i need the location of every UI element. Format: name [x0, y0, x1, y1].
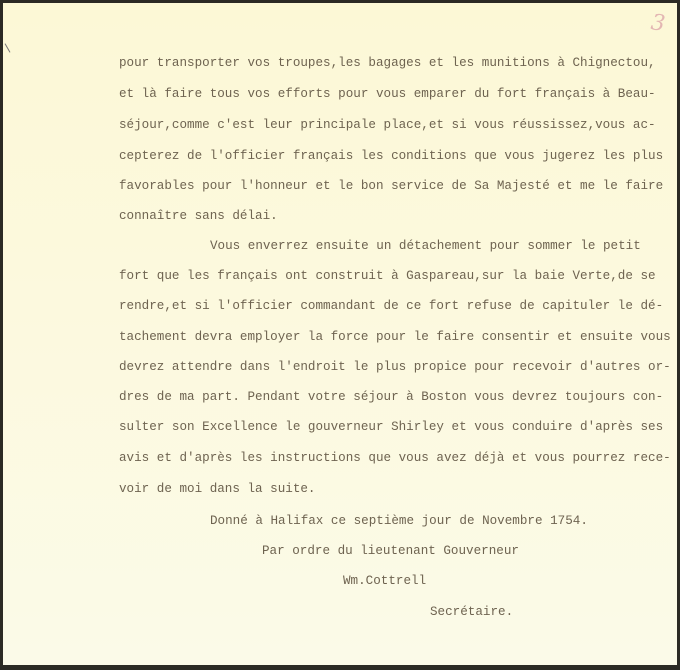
text-line: avis et d'après les instructions que vous avez déjà et vous pourrez rece- [119, 451, 671, 465]
signature: Wm.Cottrell [343, 574, 427, 588]
text-line: dres de ma part. Pendant votre séjour à Boston vous devrez toujours con- [119, 390, 664, 404]
text-line: connaître sans délai. [119, 209, 278, 223]
signatory-title: Secrétaire. [430, 605, 514, 619]
text-line: et là faire tous vos efforts pour vous emparer du fort français à Beau- [119, 87, 656, 101]
text-line: cepterez de l'officier français les conditions que vous jugerez les plus [119, 149, 664, 163]
page-number: 3 [649, 10, 667, 37]
margin-mark [5, 43, 11, 52]
text-line: rendre,et si l'officier commandant de ce fort refuse de capituler le dé- [119, 299, 664, 313]
document-page [3, 3, 677, 665]
text-line: voir de moi dans la suite. [119, 482, 316, 496]
text-line: favorables pour l'honneur et le bon service de Sa Majesté et me le faire [119, 179, 664, 193]
text-line: Vous enverrez ensuite un détachement pour sommer le petit [210, 239, 641, 253]
text-line: séjour,comme c'est leur principale place,et si vous réussissez,vous ac- [119, 118, 656, 132]
text-line: pour transporter vos troupes,les bagages et les munitions à Chignectou, [119, 56, 656, 70]
text-line: sulter son Excellence le gouverneur Shirley et vous conduire d'après ses [119, 420, 664, 434]
order-line: Par ordre du lieutenant Gouverneur [262, 544, 519, 558]
text-line: tachement devra employer la force pour le faire consentir et ensuite vous [119, 330, 671, 344]
text-line: devrez attendre dans l'endroit le plus propice pour recevoir d'autres or- [119, 360, 671, 374]
text-line: fort que les français ont construit à Gaspareau,sur la baie Verte,de se [119, 269, 656, 283]
date-line: Donné à Halifax ce septième jour de Novembre 1754. [210, 514, 588, 528]
